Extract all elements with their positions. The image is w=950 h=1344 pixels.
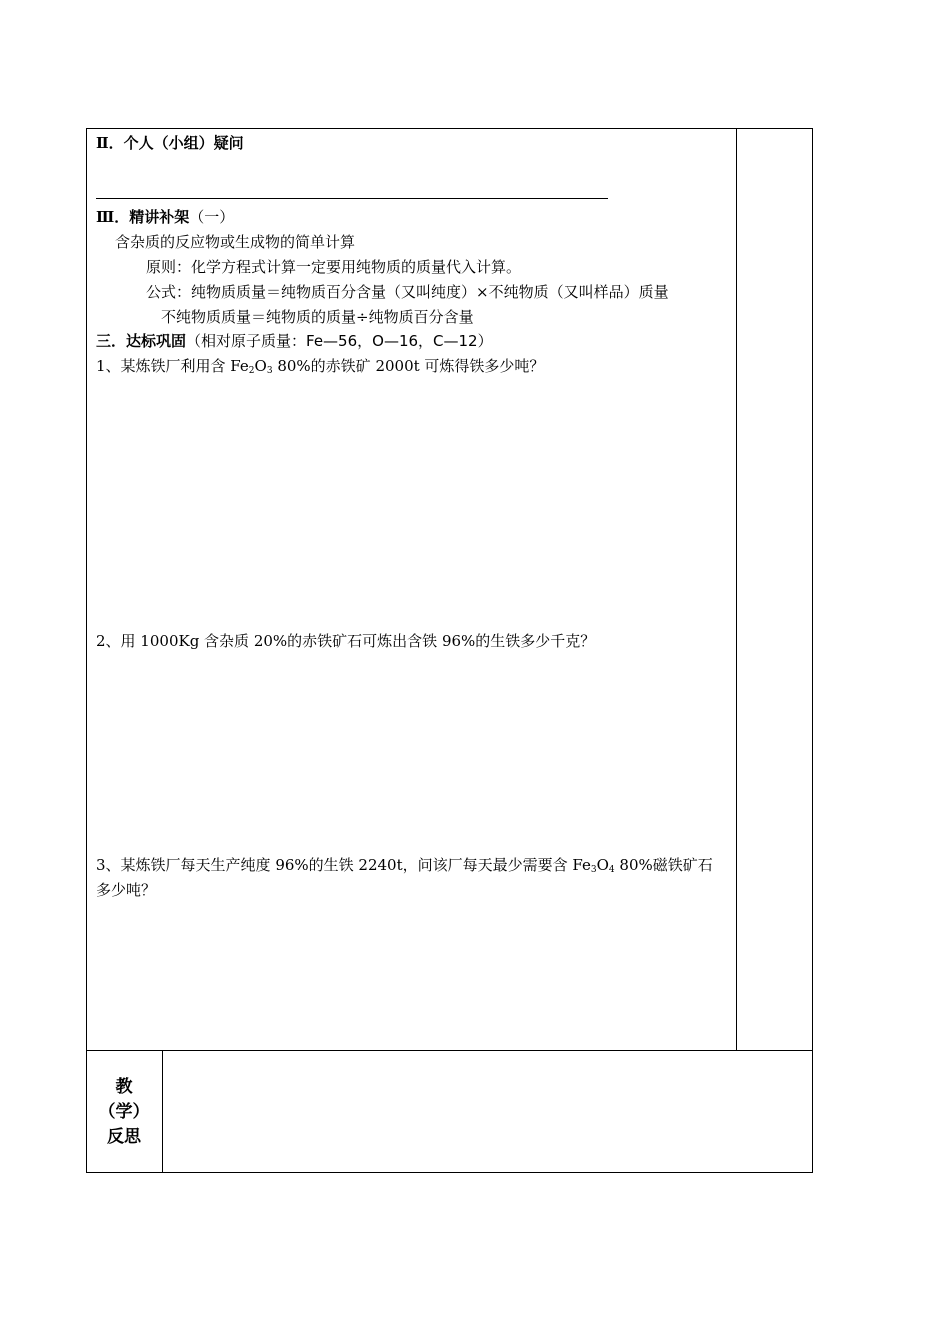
- question-1-mid: O: [254, 357, 267, 375]
- question-3-sub-1: 3: [590, 865, 597, 875]
- section-3-title-suffix: （一）: [189, 208, 235, 226]
- reflection-line-2: （学）: [98, 1102, 150, 1122]
- question-1-sub-2: 3: [266, 366, 273, 376]
- question-3-suffix: 80%磁铁矿石: [614, 856, 713, 874]
- section-3-topic: 含杂质的反应物或生成物的简单计算: [115, 233, 356, 251]
- section-3-title: Ⅲ．精讲补架: [96, 208, 190, 226]
- question-2: 2、用 1000Kg 含杂质 20%的赤铁矿石可炼出含铁 96%的生铁多少千克？: [96, 632, 596, 650]
- formula-line-1: 公式：纯物质质量＝纯物质百分含量（又叫纯度）×不纯物质（又叫样品）质量: [146, 283, 669, 301]
- formula-line-2: 不纯物质质量＝纯物质的质量÷纯物质百分含量: [161, 308, 474, 326]
- practice-heading: [96, 331, 493, 351]
- reflection-row: [86, 1050, 813, 1173]
- reflection-line-1: 教: [115, 1077, 133, 1097]
- principle-text: 原则：化学方程式计算一定要用纯物质的质量代入计算。: [146, 258, 522, 276]
- question-3: [96, 855, 713, 875]
- reflection-divider: [162, 1050, 163, 1173]
- question-1-sub-1: 2: [248, 366, 255, 376]
- question-3-line-2: 多少吨？: [96, 881, 157, 899]
- reflection-label: [88, 1075, 160, 1150]
- question-3-sub-2: 4: [608, 865, 615, 875]
- question-3-mid: O: [596, 856, 609, 874]
- reflection-line-3: 反思: [107, 1127, 141, 1147]
- question-1: [96, 356, 544, 376]
- question-1-prefix: 1、某炼铁厂利用含 Fe: [96, 357, 249, 375]
- question-3-prefix: 3、某炼铁厂每天生产纯度 96%的生铁 2240t，问该厂每天最少需要含 Fe: [96, 856, 591, 874]
- column-divider: [736, 128, 737, 1051]
- practice-note: （相对原子质量：Fe—56，O—16，C—12）: [186, 332, 493, 350]
- answer-line: [96, 198, 608, 199]
- section-3-heading: [96, 207, 234, 227]
- question-1-suffix: 80%的赤铁矿 2000t 可炼得铁多少吨？: [272, 357, 545, 375]
- section-2-title: Ⅱ．个人（小组）疑问: [96, 134, 244, 152]
- practice-title: 三．达标巩固: [96, 332, 187, 350]
